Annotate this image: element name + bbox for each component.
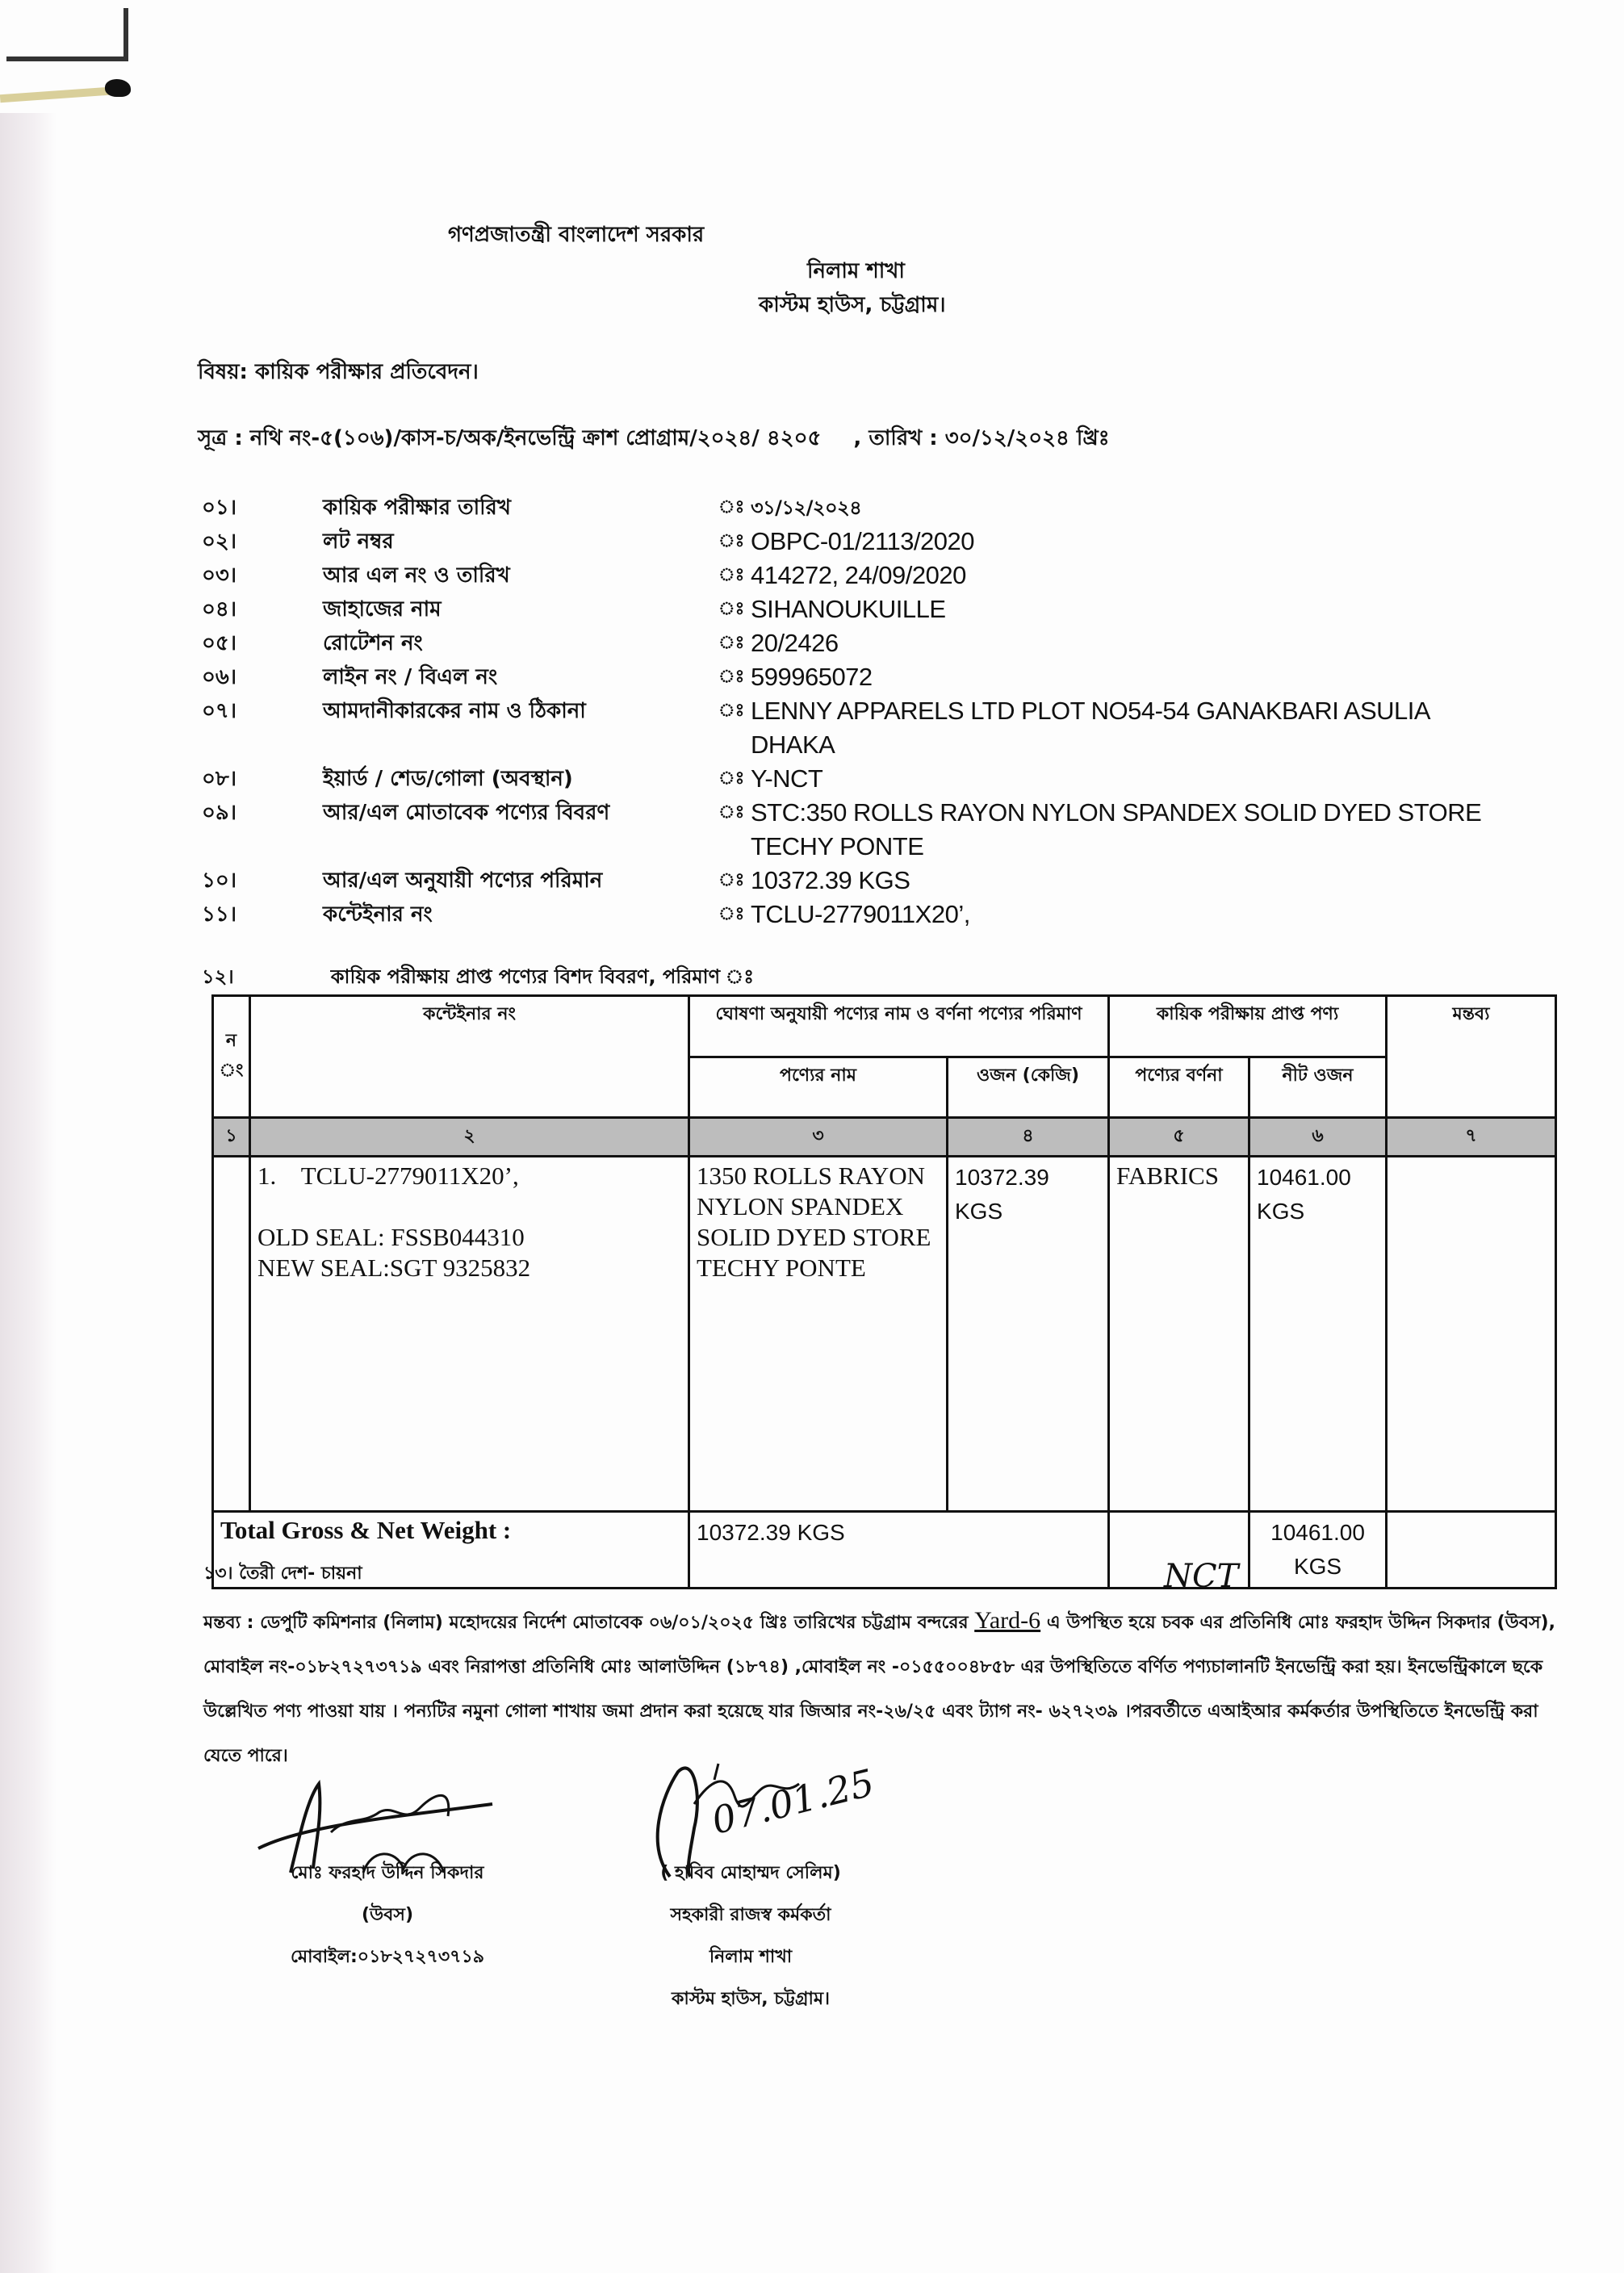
subject-line: বিষয়: কায়িক পরীক্ষার প্রতিবেদন। — [198, 360, 479, 384]
column-number: ৬ — [1249, 1118, 1387, 1157]
info-colon: ঃ — [718, 904, 745, 924]
info-colon: ঃ — [718, 633, 745, 653]
branch-name: নিলাম শাখা — [807, 259, 905, 283]
info-number: ০৪। — [202, 597, 237, 622]
column-number: ৭ — [1387, 1118, 1556, 1157]
header-declared-weight: ওজন (কেজি) — [948, 1057, 1109, 1118]
info-value: ৩১/১২/২০২৪ — [751, 496, 862, 519]
signatory-2-office: কাস্টম হাউস, চট্টগ্রাম। — [672, 1989, 830, 2009]
reference-date: , তারিখ : ৩০/১২/২০২৪ খ্রিঃ — [853, 426, 1110, 450]
signatory-1-block — [242, 1852, 533, 1978]
info-colon: ঃ — [718, 768, 745, 789]
section-12-heading — [202, 962, 754, 994]
info-number: ০৫। — [202, 631, 237, 655]
inspection-table — [211, 994, 1557, 1589]
info-colon: ঃ — [718, 565, 745, 585]
column-number-row — [213, 1118, 1556, 1157]
info-value: 599965072 — [751, 663, 873, 691]
info-value: 414272, 24/09/2020 — [751, 561, 966, 589]
info-list — [202, 491, 1534, 931]
info-colon: ঃ — [718, 870, 745, 890]
office-name: কাস্টম হাউস, চট্টগ্রাম। — [759, 293, 946, 317]
remarks-part-2: এ উপস্থিত হয়ে চবক এর প্রতিনিধি মোঃ ফরহাদ উদ্দিন সিকদার (উবস), মোবাইল নং-০১৮২৭২৭৩৭১৯ এবং নিরাপত্তা প্রতিনিধি মোঃ আলাউদ্দিন (১৮৭৪) ,মোবাইল নং -০১৫৫০০৪৮৫৮ এর উপস্থিতিতে বর্ণিত পণ্যচালানটি ইনভেন্ট্রি করা হয়। ইনভেন্ট্রিকালে ছকে উল্লেখিত পণ্য পাওয়া যায় । পন্যটির নমুনা গোলা শাখায় জমা প্রদান করা হয়েছে যার জিআর নং-২৬/২৫ এবং ট্যাগ নং- ৬২৭২৩৯ ।পরবর্তীতে এআইআর কর্মকর্তার উপস্থিতিতে ইনভেন্ট্রি করা যেতে পারে। — [203, 1613, 1555, 1766]
section-12-number: ১২। — [202, 965, 234, 988]
total-gross: 10372.39 KGS — [689, 1512, 1109, 1589]
total-remarks — [1387, 1512, 1556, 1589]
info-colon: ঃ — [718, 531, 745, 551]
description-cell: FABRICS — [1109, 1157, 1249, 1512]
declared-weight-cell: 10372.39 KGS — [948, 1157, 1109, 1512]
info-label: ইয়ার্ড / শেড/গোলা (অবস্থান) — [323, 767, 573, 791]
info-colon: ঃ — [718, 667, 745, 687]
info-colon: ঃ — [718, 599, 745, 619]
total-net: 10461.00 KGS — [1249, 1512, 1387, 1589]
reference-line — [198, 421, 1328, 457]
container-cell — [250, 1157, 689, 1512]
scan-edge-shadow — [0, 113, 57, 2273]
table-header-row-1 — [213, 996, 1556, 1057]
info-number: ০৬। — [202, 665, 237, 689]
info-value: STC:350 ROLLS RAYON NYLON SPANDEX SOLID DYED STORE TECHY PONTE — [751, 798, 1482, 860]
table-row — [213, 1157, 1556, 1512]
info-row — [202, 491, 1534, 525]
signatory-2-role: সহকারী রাজস্ব কর্মকর্তা — [670, 1905, 831, 1925]
info-label: লাইন নং / বিএল নং — [323, 665, 498, 689]
reference-number: সূত্র : নথি নং-৫(১০৬)/কাস-চ/অক/ইনভেন্ট্রি ক্রাশ প্রোগ্রাম/২০২৪/ ৪২০৫ — [198, 426, 822, 450]
info-row — [202, 762, 1534, 796]
info-number: ০১। — [202, 496, 237, 520]
info-value: 10372.39 KGS — [751, 866, 910, 894]
section-12-title: কায়িক পরীক্ষায় প্রাপ্ত পণ্যের বিশদ বিবরণ, পরিমাণ ঃ — [330, 965, 755, 988]
header-remarks: মন্তব্য — [1387, 996, 1556, 1118]
net-weight-cell: 10461.00 KGS — [1249, 1157, 1387, 1512]
info-label: কায়িক পরীক্ষার তারিখ — [323, 496, 511, 520]
total-row — [213, 1512, 1556, 1589]
info-number: ১১। — [202, 902, 237, 927]
header-found: কায়িক পরীক্ষায় প্রাপ্ত পণ্য — [1109, 996, 1387, 1057]
info-label: আর/এল মোতাবেক পণ্যের বিবরণ — [323, 801, 610, 825]
country-of-origin: ১৩। তৈরী দেশ- চায়না — [203, 1563, 362, 1584]
file-string-icon — [0, 86, 121, 103]
info-value: 20/2426 — [751, 629, 839, 657]
total-label: Total Gross & Net Weight : — [213, 1512, 689, 1589]
info-colon: ঃ — [718, 497, 745, 517]
info-label: আর/এল অনুযায়ী পণ্যের পরিমান — [323, 869, 603, 893]
info-value: LENNY APPARELS LTD PLOT NO54-54 GANAKBARI ASULIA DHAKA — [751, 697, 1429, 759]
signatory-2-branch: নিলাম শাখা — [709, 1947, 793, 1967]
info-label: আর এল নং ও তারিখ — [323, 563, 510, 588]
info-value: OBPC-01/2113/2020 — [751, 527, 975, 555]
header-found-net: নীট ওজন — [1249, 1057, 1387, 1118]
info-row — [202, 898, 1534, 931]
handwritten-note: NCT — [1164, 1558, 1239, 1595]
info-colon: ঃ — [718, 802, 745, 823]
signatory-2-block — [589, 1852, 912, 2020]
info-number: ০৯। — [202, 801, 237, 825]
signatory-1-mobile: মোবাইল:০১৮২৭২৭৩৭১৯ — [290, 1947, 484, 1967]
header-declared-name: পণ্যের নাম — [689, 1057, 948, 1118]
remarks-part-1: মন্তব্য : ডেপুটি কমিশনার (নিলাম) মহোদয়ের নির্দেশ মোতাবেক ০৬/০১/২০২৫ খ্রিঃ তারিখের চট্টগ্রাম বন্দরের — [203, 1613, 975, 1633]
column-number: ৩ — [689, 1118, 948, 1157]
header-declared: ঘোষণা অনুযায়ী পণ্যের নাম ও বর্ণনা পণ্যের পরিমাণ — [689, 996, 1109, 1057]
signatory-1-role: (উবস) — [361, 1905, 414, 1925]
info-number: ০৭। — [202, 699, 237, 723]
info-row — [202, 626, 1534, 660]
info-row — [202, 525, 1534, 559]
column-number: ৪ — [948, 1118, 1109, 1157]
info-number: ১০। — [202, 869, 237, 893]
remarks-cell — [1387, 1157, 1556, 1512]
info-row — [202, 796, 1534, 864]
info-label: লট নম্বর — [323, 530, 394, 554]
info-label: জাহাজের নাম — [323, 597, 442, 622]
container-number: 1. TCLU-2779011X20’, — [257, 1162, 519, 1190]
info-label: আমদানীকারকের নাম ও ঠিকানা — [323, 699, 586, 723]
info-value: Y-NCT — [751, 764, 823, 793]
goods-name-cell: 1350 ROLLS RAYON NYLON SPANDEX SOLID DYED STORE TECHY PONTE — [689, 1157, 948, 1512]
column-number: ১ — [213, 1118, 250, 1157]
old-seal: OLD SEAL: FSSB044310 — [257, 1223, 525, 1251]
info-label: কন্টেইনার নং — [323, 902, 433, 927]
info-row — [202, 592, 1534, 626]
government-title: গণপ্রজাতন্ত্রী বাংলাদেশ সরকার — [448, 223, 705, 247]
header-serial: ন ং — [213, 996, 250, 1118]
header-container: কন্টেইনার নং — [250, 996, 689, 1118]
info-colon: ঃ — [718, 701, 745, 721]
info-row — [202, 660, 1534, 694]
info-row — [202, 559, 1534, 592]
new-seal: NEW SEAL:SGT 9325832 — [257, 1254, 531, 1282]
info-label: রোটেশন নং — [323, 631, 423, 655]
info-number: ০২। — [202, 530, 237, 554]
info-value: SIHANOUKUILLE — [751, 595, 946, 623]
yard-number: Yard-6 — [974, 1607, 1041, 1634]
info-number: ০৩। — [202, 563, 237, 588]
column-number: ৫ — [1109, 1118, 1249, 1157]
handwritten-date: 07.01.25 — [707, 1760, 879, 1843]
info-row — [202, 864, 1534, 898]
signatory-1-name: মোঃ ফরহাদ উদ্দিন সিকদার — [291, 1863, 484, 1883]
string-knot-icon — [105, 79, 131, 97]
info-row — [202, 694, 1534, 762]
header-found-desc: পণ্যের বর্ণনা — [1109, 1057, 1249, 1118]
serial-cell — [213, 1157, 250, 1512]
info-number: ০৮। — [202, 767, 237, 791]
binder-clip-icon — [6, 8, 128, 61]
column-number: ২ — [250, 1118, 689, 1157]
signatory-2-name: ( হাবিব মোহাম্মদ সেলিম) — [660, 1863, 841, 1883]
info-value: TCLU-2779011X20’, — [751, 900, 970, 928]
